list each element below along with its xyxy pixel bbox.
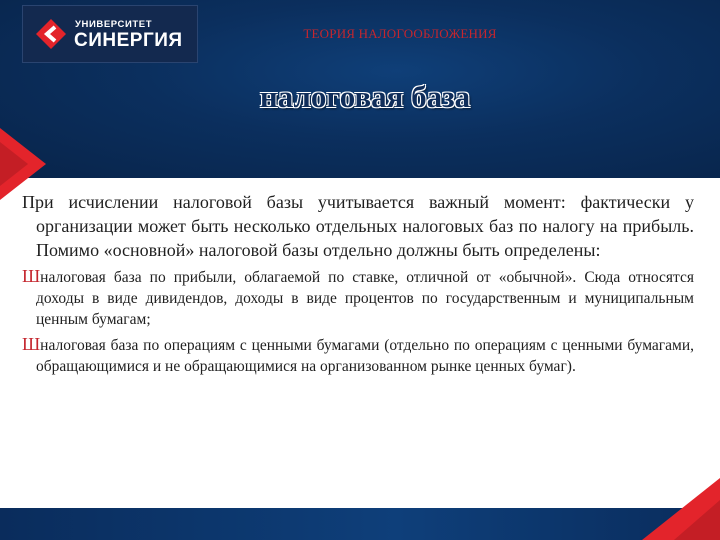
bullet-text: налоговая база по прибыли, облагаемой по ставке, отличной от «обычной». Сюда относятся доходы в виде дивидендов, доходы в виде процентов по государственным и муниципальным ценным бумагам; <box>36 269 694 328</box>
header-banner <box>0 0 720 178</box>
bullet-text: налоговая база по операциям с ценными бумагами (отдельно по операциям с ценными бумагами, обращающимися и не обращающимися на организованном рынке ценных бумаг). <box>36 337 694 375</box>
logo-synergy-text: СИНЕРГИЯ <box>74 30 183 51</box>
logo-university-text: УНИВЕРСИТЕТ <box>75 19 153 30</box>
bullet-item <box>22 334 694 377</box>
university-logo <box>22 5 198 63</box>
synergy-logo-icon <box>35 18 67 50</box>
slide-body <box>22 190 694 377</box>
intro-paragraph: При исчислении налоговой базы учитывается важный момент: фактически у организации может быть несколько отдельных налоговых баз по налогу на прибыль. Помимо «основной» налоговой базы отдельно должны быть определены: <box>22 192 694 260</box>
bullet-marker: Ш <box>22 334 41 354</box>
footer-bar <box>0 508 720 540</box>
bullet-marker: Ш <box>22 266 41 286</box>
slide-title: налоговая база <box>259 79 471 114</box>
course-title: ТЕОРИЯ НАЛОГООБЛОЖЕНИЯ <box>303 26 497 41</box>
red-corner-decoration <box>636 478 720 540</box>
bullet-item <box>22 266 694 330</box>
